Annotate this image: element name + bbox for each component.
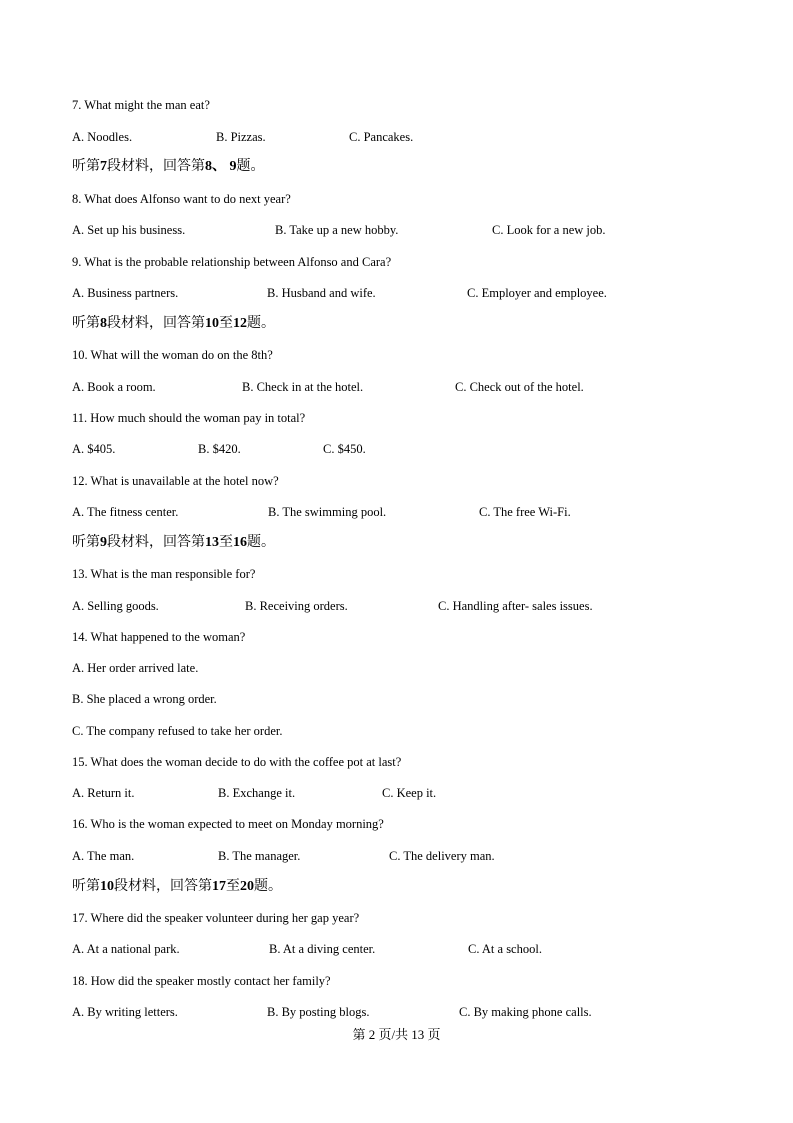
question-14-option-c: C. The company refused to take her order. (72, 724, 283, 738)
option-b: B. Pizzas. (216, 130, 266, 144)
question-10-stem: 10. What will the woman do on the 8th? (72, 348, 273, 362)
question-13-stem: 13. What is the man responsible for? (72, 567, 256, 581)
option-b: B. The swimming pool. (268, 505, 387, 519)
question-14-option-b: B. She placed a wrong order. (72, 692, 217, 706)
section-heading-10: 听第10段材料，回答第17至20题。 (72, 879, 282, 894)
option-c: C. At a school. (468, 942, 542, 956)
question-12-stem: 12. What is unavailable at the hotel now? (72, 474, 279, 488)
question-15-stem: 15. What does the woman decide to do with the coffee pot at last? (72, 755, 402, 769)
option-a: A. At a national park. (72, 942, 180, 956)
question-14-option-a: A. Her order arrived late. (72, 661, 199, 675)
option-a: A. The man. (72, 849, 135, 863)
question-8-stem: 8. What does Alfonso want to do next year? (72, 192, 291, 206)
question-16-stem: 16. Who is the woman expected to meet on Monday morning? (72, 817, 384, 831)
option-a: A. Return it. (72, 786, 135, 800)
option-b: B. Exchange it. (218, 786, 296, 800)
question-11-stem: 11. How much should the woman pay in total? (72, 411, 306, 425)
option-a: A. By writing letters. (72, 1005, 178, 1019)
section-heading-8: 听第8段材料，回答第10至12题。 (72, 316, 275, 331)
option-c: C. The delivery man. (389, 849, 495, 863)
option-a: A. Selling goods. (72, 599, 159, 613)
option-c: C. Look for a new job. (492, 223, 606, 237)
option-a: A. $405. (72, 442, 116, 456)
option-c: C. Check out of the hotel. (455, 380, 584, 394)
option-a: A. Noodles. (72, 130, 133, 144)
option-b: B. By posting blogs. (267, 1005, 370, 1019)
option-b: B. Take up a new hobby. (275, 223, 399, 237)
option-c: C. The free Wi-Fi. (479, 505, 571, 519)
section-heading-9: 听第9段材料，回答第13至16题。 (72, 535, 275, 550)
option-a: A. Business partners. (72, 286, 179, 300)
option-a: A. The fitness center. (72, 505, 179, 519)
option-c: C. $450. (323, 442, 366, 456)
question-18-stem: 18. How did the speaker mostly contact her family? (72, 974, 331, 988)
option-b: B. Husband and wife. (267, 286, 376, 300)
option-c: C. Pancakes. (349, 130, 414, 144)
option-c: C. By making phone calls. (459, 1005, 592, 1019)
option-b: B. Receiving orders. (245, 599, 348, 613)
option-c: C. Handling after- sales issues. (438, 599, 593, 613)
option-b: B. Check in at the hotel. (242, 380, 364, 394)
option-a: A. Set up his business. (72, 223, 186, 237)
question-14-stem: 14. What happened to the woman? (72, 630, 246, 644)
question-9-stem: 9. What is the probable relationship between Alfonso and Cara? (72, 255, 392, 269)
option-b: B. $420. (198, 442, 241, 456)
option-c: C. Keep it. (382, 786, 437, 800)
option-c: C. Employer and employee. (467, 286, 607, 300)
option-b: B. The manager. (218, 849, 301, 863)
question-7-stem: 7. What might the man eat? (72, 98, 210, 112)
question-17-stem: 17. Where did the speaker volunteer during her gap year? (72, 911, 360, 925)
page-footer: 第 2 页/共 13 页 (352, 1027, 441, 1042)
option-b: B. At a diving center. (269, 942, 376, 956)
option-a: A. Book a room. (72, 380, 156, 394)
section-heading-7: 听第7段材料，回答第8、 9题。 (72, 159, 265, 174)
